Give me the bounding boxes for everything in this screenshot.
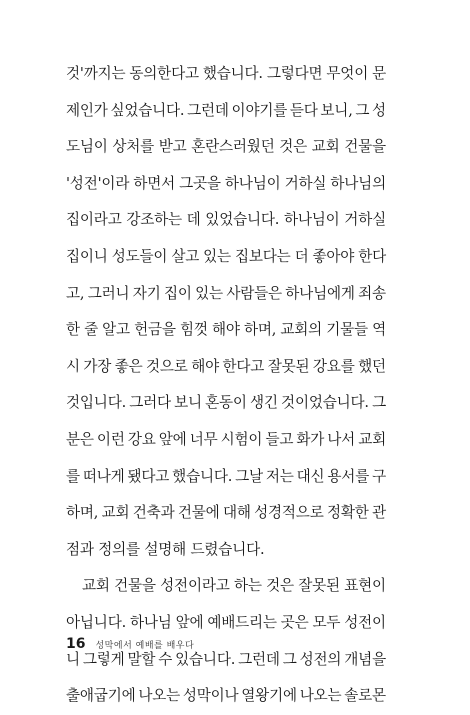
text-line-6: 집이니 성도들이 살고 있는 집보다는 더 좋아야 한다	[66, 247, 386, 265]
text-line-1: 것'까지는 동의한다고 했습니다. 그렇다면 무엇이 문	[66, 65, 386, 82]
text-line-10: 것입니다. 그러다 보니 혼동이 생긴 것이었습니다. 그	[66, 394, 386, 412]
text-line-12: 를 떠나게 됐다고 했습니다. 그날 저는 대신 용서를 구	[66, 467, 386, 485]
text-line-13: 하며, 교회 건축과 건물에 대해 성경적으로 정확한 관	[66, 504, 386, 522]
text-line-7: 고, 그러니 자기 집이 있는 사람들은 하나님에게 죄송	[66, 284, 386, 302]
text-line-18: 출애굽기에 나오는 성막이나 열왕기에 나오는 솔로몬	[66, 687, 386, 705]
body-text	[66, 56, 386, 715]
text-line-17: 니 그렇게 말할 수 있습니다. 그런데 그 성전의 개념을	[66, 650, 386, 668]
text-line-4: '성전'이라 하면서 그곳을 하나님이 거하실 하나님의	[66, 174, 386, 192]
text-line-15: 교회 건물을 성전이라고 하는 것은 잘못된 표현이	[82, 577, 386, 595]
text-line-8: 한 줄 알고 헌금을 힘껏 해야 하며, 교회의 기물들 역	[66, 321, 386, 339]
page-footer	[66, 636, 194, 652]
text-line-9: 시 가장 좋은 것으로 해야 한다고 잘못된 강요를 했던	[66, 357, 386, 375]
text-line-5: 집이라고 강조하는 데 있었습니다. 하나님이 거하실	[66, 211, 386, 229]
running-title: 성막에서 예배를 배우다	[95, 641, 195, 651]
text-line-2: 제인가 싶었습니다. 그런데 이야기를 듣다 보니, 그 성	[66, 101, 386, 119]
text-line-3: 도님이 상처를 받고 혼란스러웠던 것은 교회 건물을	[66, 138, 386, 156]
page-number: 16	[66, 636, 86, 652]
text-line-11: 분은 이런 강요 앞에 너무 시험이 들고 화가 나서 교회	[66, 430, 386, 448]
text-line-14: 점과 정의를 설명해 드렸습니다.	[66, 540, 265, 558]
text-line-16: 아닙니다. 하나님 앞에 예배드리는 곳은 모두 성전이	[66, 613, 386, 631]
